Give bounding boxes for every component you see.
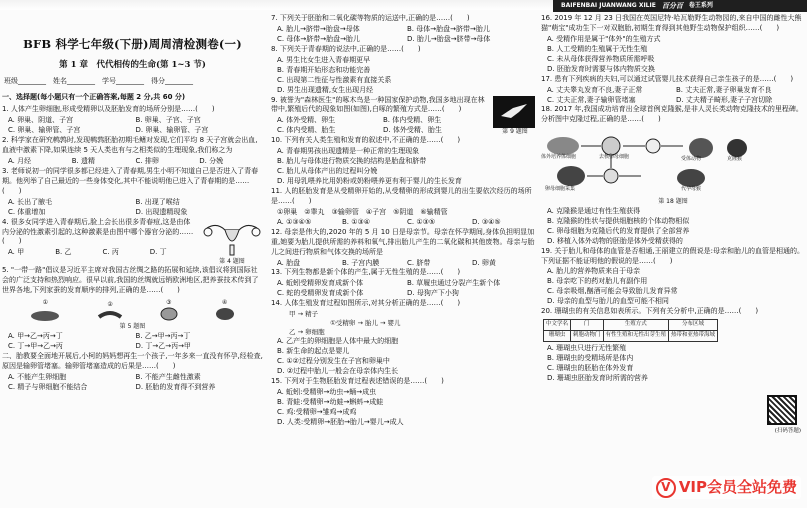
option: A. 甲: [8, 248, 25, 257]
question-6: 二、胎教要全面地开展后,小柯的妈妈想再生一个孩子,一年多来一直没有怀孕,经检查,原因是输卵管堵塞。输卵管堵塞造成的后果是……( ): [2, 351, 263, 370]
figure-5: [2, 297, 263, 324]
option: B. 母体→胎盘→脐带→胎儿: [407, 24, 490, 33]
option: A. 蚯蚓受精卵发育成新个体: [277, 279, 364, 288]
options-3: [2, 198, 263, 218]
option: A. 珊瑚虫只进行无性繁殖: [547, 343, 627, 352]
option: B. 卵巢、子宫、子宫: [135, 116, 201, 125]
flow-line: 乙 → 卵细胞: [289, 328, 325, 337]
option: C. ①③⑤: [407, 217, 436, 226]
question-16: 16. 2019 年 12 月 23 日我国在英国尼特·哈瓦勒野生动物园的,来自中国的雌性大熊猫"萌宝"成功生下一对双胞胎,初期生育得到其他野生动物保护组织……( ): [541, 14, 802, 32]
option: D. 出现遗精现象: [135, 207, 188, 216]
option: D. 珊瑚虫胚胎发育时所需的营养: [547, 373, 648, 382]
option: D. 用母乳喂养比用奶粉或奶粉喂养更有利于婴儿的生长发育: [277, 177, 462, 185]
option: D. 胚胎的发育得不到营养: [135, 382, 216, 391]
option: A. ①③④⑤: [277, 217, 312, 226]
table-cell: 刺胞动物门: [571, 330, 604, 341]
options-16: [541, 35, 805, 75]
option: C. 卵巢、输卵管、子宫: [8, 126, 81, 135]
option: B. 珊瑚虫的受精场所是体内: [547, 353, 634, 362]
option: C. ①②过程分别发生在子宫和卵巢中: [277, 357, 390, 366]
figure-18: [541, 126, 805, 198]
silkworm-eggs-icon: [30, 307, 60, 321]
option: B. 新生命的起点是婴儿: [277, 347, 350, 356]
option: C. 卵母细胞为克隆后代的发育提供了全部营养: [547, 226, 690, 235]
option: A. 月经: [8, 156, 32, 165]
figure-label: 去核卵母细胞: [599, 154, 630, 161]
option: D. 母亲的血型与胎儿的血型可能不相同: [547, 297, 669, 306]
option: C. 丙: [102, 248, 119, 257]
option: D. 胎儿→胎盘→脐带→母体: [407, 34, 491, 43]
coral-info-table: [543, 319, 718, 342]
option: A. 蚯蚓:受精卵→幼虫→蛹→成虫: [277, 388, 377, 397]
flow-line: ①受精卵 → 胎儿 → 婴儿: [289, 319, 401, 328]
option: A. 乙产生的卵细胞是人体中最大的细胞: [277, 337, 399, 346]
question-15: 15. 下列对于生物胚胎发育过程表述错误的是……( ): [271, 377, 444, 386]
option: D. 卵巢、输卵管、子宫: [135, 126, 209, 135]
options-12: [271, 259, 537, 269]
option: C. 母体→脐带→胎盘→胎儿: [277, 34, 360, 43]
column-2: [271, 14, 537, 428]
question-18: 18. 2017 年,我国成功培育出全球首例克隆猴,是非人灵长类动物克隆技术的里程碑。分析图中克隆过程,正确的是……( ): [541, 105, 803, 124]
question-17: 17. 患有下列疾病的夫妇,可以通过试管婴儿技术获得自己亲生孩子的是……( ): [541, 74, 794, 83]
table-cell: 热带和亚热带海域: [669, 330, 718, 341]
option: B. 乙: [55, 248, 72, 257]
figure-label: 受体动物: [681, 156, 702, 163]
figure-label: 体外培养体细胞: [541, 154, 577, 161]
silkworm-larva-item: [97, 301, 123, 322]
vip-banner[interactable]: [652, 476, 801, 499]
reproduction-flowchart: [271, 310, 537, 337]
option: D. 人类:受精卵→胚胎→胎儿→婴儿→成人: [277, 417, 404, 426]
options-1: [2, 116, 263, 136]
question-4-block: [2, 218, 263, 267]
question-9: 9. 被誉为"森林医生"的啄木鸟是一种国家保护动物,我国多地出现在林带中,繁殖后代的现象如图(如图),白啄的繁殖方式是……( ): [271, 95, 485, 114]
question-12: 12. 母亲是伟大的,2020 年的 5 月 10 日是母亲节。母亲在怀孕期间,身体负担明显加重,她要为胎儿提供所需的养料和氧气,排出胎儿产生的二氧化碳和其他废物。母亲与胎儿之间进行物质和气体交换的场所是: [271, 227, 535, 256]
silkworm-moth-icon: [215, 307, 235, 321]
question-10: 10. 下列有关人类生殖和发育的叙述中,不正确的是……( ): [271, 136, 461, 145]
brand-header: [553, 0, 807, 12]
option: B. 母亲吃下的药对胎儿有副作用: [547, 277, 648, 286]
table-cell: 分布区域: [669, 320, 718, 331]
table-cell: 生殖方式: [603, 320, 669, 331]
option: D. ②过程中胎儿一般会在母亲体内生长: [277, 367, 399, 376]
silkworm-moth-item: [215, 299, 235, 322]
option: D. 胚胎发育时需要与体内物质交换: [547, 64, 655, 73]
options-4: [2, 248, 197, 258]
question-20: 20. 珊瑚虫的有关信息如表所示。下列有关分析中,正确的是……( ): [541, 307, 759, 316]
option: D. 男生出现遗精,女生出现月经: [277, 85, 374, 94]
option: B. ①③④: [342, 217, 371, 226]
silkworm-cocoon-item: [160, 299, 178, 322]
table-cell: 门: [571, 320, 604, 331]
option: B. 乙→甲→丙→丁: [135, 331, 191, 340]
figure-4: [201, 218, 263, 267]
option: D. 丁→乙→丙→甲: [135, 341, 191, 350]
chapter-title: 第 1 章 代代相传的生命(第 1~3 节): [59, 60, 206, 71]
options-19: [541, 267, 805, 307]
table-row: [544, 320, 718, 331]
option: A. 男生比女生进入青春期更早: [277, 55, 371, 64]
options-5: [2, 332, 263, 352]
option: A. 胎盘: [277, 258, 301, 267]
option: D. 丁: [149, 248, 167, 257]
vip-icon: V: [656, 478, 676, 498]
table-cell: 珊瑚虫: [544, 330, 571, 341]
option: A. 青春期男孩出现遗精是一种正常的生理现象: [277, 147, 420, 156]
silkworm-cocoon-icon: [160, 307, 178, 321]
column-1: [2, 14, 263, 393]
student-info: 班级________ 姓名________ 学号________ 得分________: [4, 77, 193, 86]
option: B. 草履虫通过分裂产生新个体: [407, 279, 501, 288]
options-10: [271, 147, 537, 187]
qr-code-label: (扫码答题): [774, 428, 801, 434]
figure-label: 克隆猴: [727, 156, 743, 163]
option: A. 受精作用是属于"体外"的生殖方式: [547, 34, 661, 43]
option: C. 未从母体获得营养物质所需呼吸: [547, 54, 655, 63]
option: B. 不能产生雌性激素: [135, 372, 201, 381]
question-4: 4. 很多女同学进入青春期后,脸上会长出很多青春痘,这是由体内分泌的性激素引起的,这种激素是由图中哪个器官分泌的……( ): [2, 217, 194, 246]
option: C. 珊瑚虫的胚胎在体外发育: [547, 363, 634, 372]
option: C. 体重增加: [8, 207, 46, 216]
options-6: [2, 373, 263, 393]
option: D. 移植入体外动物的胚胎是体外受精获得的: [547, 236, 683, 245]
brand-series: 卷王系列: [688, 1, 713, 9]
options-9: [271, 116, 489, 136]
option: A. 甲→乙→丙→丁: [8, 331, 63, 340]
question-5: 5. "一带一路"倡议是习近平主席对我国古丝绸之路的拓展和延续,该倡议将到国际社会的广泛支持和热烈响应。很早以前,我国的丝绸就远销欧洲地区,把养蚕技术传到了世界各地,下列家蚕的发育顺序的排列,正确的是……( ): [2, 266, 259, 294]
option: B. 出现了喉结: [135, 197, 180, 206]
options-8: [271, 56, 537, 96]
option: B. 体内受精、卵生: [383, 116, 442, 125]
options-13: [271, 279, 537, 299]
figure-label: 卵母细胞采集: [545, 186, 576, 193]
option: C. 丁→甲→乙→丙: [8, 341, 63, 350]
option: C. 排卵: [135, 156, 159, 165]
option: C. 体内受精、胎生: [277, 126, 336, 135]
option: C. 鸡:受精卵→雏鸡→成鸡: [277, 408, 357, 417]
option: A. 长出了腋毛: [8, 197, 53, 206]
table-row: [544, 330, 718, 341]
vip-banner-text: VIP会员全站免费: [678, 478, 797, 496]
option: A. 卵巢、阴道、子宫: [8, 116, 74, 125]
brand-text: BAIFENBAI JUANWANG XILIE: [561, 1, 656, 9]
section-heading: 一、选择题(每小题只有一个正确答案,每题 2 分,共 60 分): [2, 93, 186, 102]
question-19: 19. 关于胎儿和母体的血管是否相通,王丽建立的假说是:母亲和胎儿的血管是相通的。下列证据不能证明他的假说的是……( ): [541, 246, 804, 265]
figure-18-caption: 第 18 题图: [658, 198, 688, 206]
exam-title: BFB 科学七年级(下册)周周清检测卷(一): [23, 37, 242, 51]
figure-4-caption: 第 4 题图: [219, 257, 245, 265]
options-14: [271, 337, 537, 377]
option: D. 卵黄: [472, 258, 496, 267]
figure-label: ②: [107, 300, 113, 308]
option: C. 脐带: [407, 258, 431, 267]
question-8: 8. 下列关于青春期的说法中,正确的是……( ): [271, 44, 421, 53]
options-20: [541, 344, 805, 384]
option: A. 不能产生卵细胞: [8, 372, 67, 381]
option: C. 出现第二性征与性激素有直接关系: [277, 75, 392, 84]
options-7: [271, 25, 537, 45]
table-cell: 中文学名: [544, 320, 571, 331]
option: D. 分娩: [199, 156, 224, 165]
option: B. 克隆猴的性状与提供细胞核的个体动物相似: [547, 216, 690, 225]
question-13: 13. 下列生物都是新个体的产生,属于无性生殖的是……( ): [271, 268, 461, 277]
option: B. 青春期开始形态和功能完善: [277, 65, 371, 74]
option: C. 丈夫正常,妻子输卵管堵塞: [547, 95, 636, 104]
question-3: 3. 老师说初一的同学很多都已经进入了青春期,男生小明不知道自己是否进入了青春期。他列举了自己最近的一些身体变化,其中不能说明他已进入了青春期的是……( ): [2, 166, 259, 195]
figure-5-caption: 第 5 题图: [119, 323, 146, 331]
bird-photo-icon: [493, 96, 535, 128]
question-9-block: [271, 96, 537, 137]
question-7: 7. 下列关于胚胎和二氧化碳等物质的运送中,正确的是……( ): [271, 14, 470, 22]
figure-label: 代孕母猴: [681, 186, 702, 193]
figure-9-caption: 第 9 题图: [502, 127, 528, 135]
option: C. 胎儿从母体产出的过程叫分娩: [277, 167, 378, 176]
option: D. 体外受精、胎生: [383, 126, 442, 135]
figure-label: ④: [221, 298, 228, 306]
uterus-diagram-icon: [201, 218, 263, 258]
question-14: 14. 人体生殖发育过程如图所示,对其分析正确的是……( ): [271, 299, 461, 308]
option: B. 胎儿与母体进行物质交换的结构是胎盘和脐带: [277, 157, 427, 166]
figure-label: ①: [42, 298, 49, 306]
question-1: 1. 人体产生卵细胞,形成受精卵以及胚胎发育的场所分别是……( ): [2, 105, 215, 114]
option: A. 丈夫睾丸发育不良,妻子正常: [547, 85, 643, 94]
option: B. 丈夫正常,妻子卵巢发育不良: [676, 85, 772, 94]
options-2: [2, 157, 263, 167]
option: A. 胎儿的营养物质来自于母亲: [547, 267, 641, 276]
options-15: [271, 388, 537, 428]
option: D. ③④⑤: [472, 217, 501, 226]
silkworm-larva-icon: [97, 309, 123, 321]
options-18: [541, 207, 805, 247]
table-cell: 有性生殖和无性出芽生殖: [603, 330, 669, 341]
option: C. 蛇的受精卵发育成新个体: [277, 289, 364, 298]
question-11-items: ①卵巢 ②睾丸 ③输卵管 ④子宫 ⑤阴道 ⑥输精管: [277, 207, 448, 216]
option: C. 精子与卵细胞不能结合: [8, 382, 88, 391]
option: B. 遗精: [71, 156, 96, 165]
brand-logo: 百分百: [661, 1, 683, 11]
option: A. 克隆猴是通过有性生殖获得: [547, 206, 641, 215]
figure-9: [493, 96, 537, 137]
flow-line: 甲 → 精子: [289, 310, 319, 319]
option: D. 丈夫精子畸形,妻子子宫切除: [676, 95, 773, 104]
option: D. 母狗产下小狗: [407, 289, 459, 298]
column-3: [541, 14, 805, 383]
figure-label: ③: [166, 298, 172, 306]
options-17: [541, 86, 805, 106]
option: C. 母亲吸烟,酗酒可能会导致胎儿发育异常: [547, 287, 678, 296]
silkworm-egg-item: [30, 299, 60, 322]
option: B. 子宫内膜: [342, 258, 380, 267]
qr-code-icon[interactable]: [767, 395, 797, 425]
question-11: 11. 人的胚胎发育是从受精卵开始的,从受精卵的形成到婴儿的出生要依次经历的场所是……( ): [271, 186, 532, 205]
option: B. 青蛙:受精卵→幼蛙→蝌蚪→成蛙: [277, 398, 384, 407]
option: B. 人工受精的生殖属于无性生殖: [547, 44, 648, 53]
options-11: [271, 218, 537, 228]
option: A. 胎儿→脐带→胎盘→母体: [277, 24, 360, 33]
option: A. 体外受精、卵生: [277, 116, 336, 125]
question-2: 2. 科学家在研究鹌鹑时,发现鹌鹑胚胎初期毛鳍对发现,它们平均 8 天子宫就会出血,血液中激素下降,如果连续 5 天人类也有与之相类似的生理现象,我们称之为: [2, 136, 258, 155]
